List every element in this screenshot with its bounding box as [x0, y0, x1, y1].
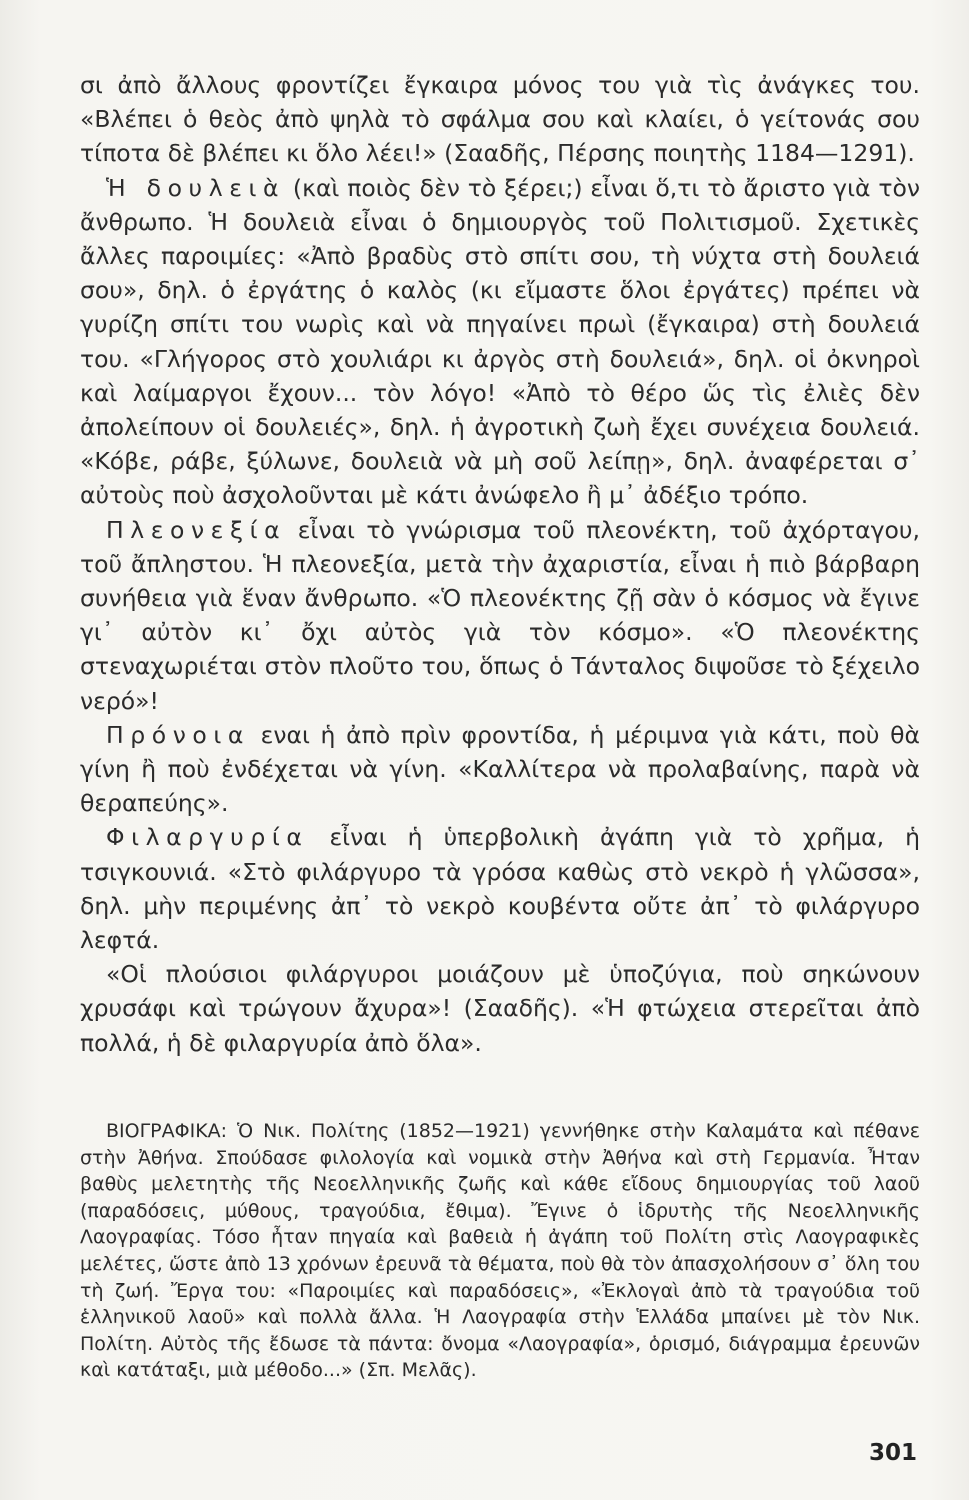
- paragraph: Φιλαργυρία εἶναι ἡ ὑπερβολικὴ ἀγάπη γιὰ τὸ χρῆμα, ἡ τσιγκουνιά. «Στὸ φιλάργυρο τὰ γρόσα καθὼς στὸ νεκρὸ ἡ γλῶσσα», δηλ. μὴν περιμένης ἀπ᾽ τὸ νεκρὸ κουβέντα οὔτε ἀπ᾽ τὸ φιλάργυρο λεφτά.: [80, 823, 920, 955]
- biography-note: ΒΙΟΓΡΑΦΙΚΑ: Ὁ Νικ. Πολίτης (1852—1921) γεννήθηκε στὴν Καλαμάτα καὶ πέθανε στὴν Ἀθήνα. Σπούδασε φιλολογία καὶ νομικὰ στὴν Ἀθήνα καὶ στὴ Γερμανία. Ἦταν βαθὺς μελετητὴς τῆς Νεοελληνικῆς ζωῆς καὶ κάθε εἴδους δημιουργίας τοῦ λαοῦ (παραδόσεις, μύθους, τραγούδια, ἔθιμα). Ἔγινε ὁ ἱδρυτὴς τῆς Νεοελληνικῆς Λαογραφίας. Τόσο ἦταν πηγαία καὶ βαθειὰ ἡ ἀγάπη τοῦ Πολίτη στὶς Λαογραφικὲς μελέτες, ὥστε ἀπὸ 13 χρόνων ἐρευνᾶ τὰ θέματα, ποὺ θὰ τὸν ἀπασχολήσουν σ᾽ ὅλη του τὴ ζωή. Ἔργα του: «Παροιμίες καὶ παραδόσεις», «Ἐκλογαὶ ἀπὸ τὰ τραγούδια τοῦ ἑλληνικοῦ λαοῦ» καὶ πολλὰ ἄλλα. Ἡ Λαογραφία στὴν Ἑλλάδα μπαίνει μὲ τὸν Νικ. Πολίτη. Αὐτὸς τῆς ἔδωσε τὰ πάντα: ὄνομα «Λαογραφία», ὁρισμό, διάγραμμα ἐρευνῶν καὶ κατάταξι, μιὰ μέθοδο...» (Σπ. Μελᾶς).: [80, 1120, 920, 1382]
- paragraph: Πλεονεξία εἶναι τὸ γνώρισμα τοῦ πλεονέκτη, τοῦ ἀχόρταγου, τοῦ ἄπληστου. Ἡ πλεονεξία, μετὰ τὴν ἀχαριστία, εἶναι ἡ πιὸ βάρβαρη συνήθεια γιὰ ἕναν ἄνθρωπο. «Ὁ πλεονέκτης ζῇ σὰν ὁ κόσμος νὰ ἔγινε γι᾽ αὐτὸν κι᾽ ὄχι αὐτὸς γιὰ τὸν κόσμο». «Ὁ πλεονέκτης στεναχωριέται στὸν πλοῦτο του, ὅπως ὁ Τάνταλος διψοῦσε τὸ ξέχειλο νερό»!: [80, 515, 920, 715]
- term-heading: Πλεονεξία: [106, 515, 287, 544]
- paragraph: σι ἀπὸ ἄλλους φροντίζει ἔγκαιρα μόνος του γιὰ τὶς ἀνάγκες του. «Βλέπει ὁ θεὸς ἀπὸ ψηλὰ τὸ σφάλμα σου καὶ κλαίει, ὁ γείτονάς σου τίποτα δὲ βλέπει κι ὅλο λέει!» (Σααδῆς, Πέρσης ποιητὴς 1184—1291).: [80, 71, 920, 168]
- paragraph: «Οἱ πλούσιοι φιλάργυροι μοιάζουν μὲ ὑποζύγια, ποὺ σηκώνουν χρυσάφι καὶ τρώγουν ἄχυρα»! (Σααδῆς). «Ἡ φτώχεια στερεῖται ἀπὸ πολλά, ἡ δὲ φιλαργυρία ἀπὸ ὅλα».: [80, 960, 920, 1057]
- term-heading: Πρόνοια: [106, 720, 250, 749]
- term-heading: Φιλαργυρία: [106, 823, 309, 852]
- paragraph: Πρόνοια εναι ἡ ἀπὸ πρὶν φροντίδα, ἡ μέριμνα γιὰ κάτι, ποὺ θὰ γίνη ἢ ποὺ ἐνδέχεται νὰ γίνη. «Καλλίτερα νὰ προλαβαίνης, παρὰ νὰ θεραπεύης».: [80, 720, 920, 818]
- page-number: 301: [868, 1440, 917, 1466]
- paragraph: Ἡ δουλειὰ (καὶ ποιὸς δὲν τὸ ξέρει;) εἶναι ὅ,τι τὸ ἄριστο γιὰ τὸν ἄνθρωπο. Ἡ δουλειὰ εἶναι ὁ δημιουργὸς τοῦ Πολιτισμοῦ. Σχετικὲς ἄλλες παροιμίες: «Ἀπὸ βραδὺς στὸ σπίτι σου, τὴ νύχτα στὴ δουλειά σου», δηλ. ὁ ἐργάτης ὁ καλὸς (κι εἴμαστε ὅλοι ἐργάτες) πρέπει νὰ γυρίζη σπίτι του νωρὶς καὶ νὰ πηγαίνει πρωὶ (ἔγκαιρα) στὴ δουλειά του. «Γλήγορος στὸ χουλιάρι κι ἀργὸς στὴ δουλειά», δηλ. οἱ ὀκνηροὶ καὶ λαίμαργοι ἔχουν... τὸν λόγο! «Ἀπὸ τὸ θέρο ὥς τὶς ἐλιὲς δὲν ἀπολείπουν οἱ δουλειές», δηλ. ἡ ἀγροτικὴ ζωὴ ἔχει συνέχεια δουλειά. «Κόβε, ράβε, ξύλωνε, δουλειὰ νὰ μὴ σοῦ λείπῃ», δηλ. ἀναφέρεται σ᾽ αὐτοὺς ποὺ ἀσχολοῦνται μὲ κάτι ἀνώφελο ἢ μ᾽ ἀδέξιο τρόπο.: [80, 173, 920, 510]
- term-heading: Ἡ δουλειὰ: [106, 173, 286, 202]
- main-text: [80, 68, 920, 1060]
